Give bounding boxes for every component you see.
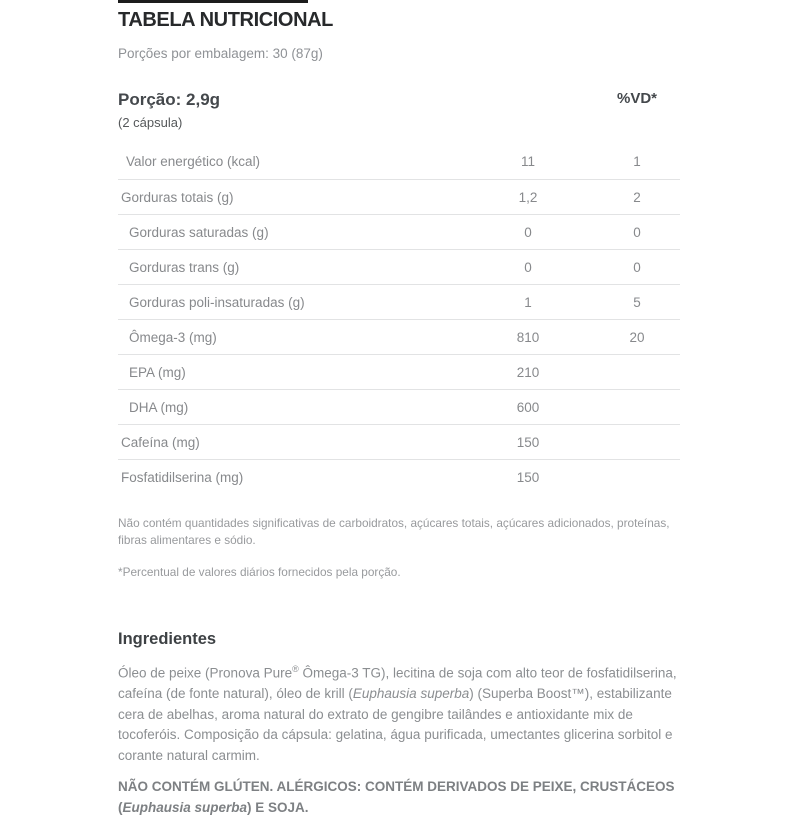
nutrient-label: Cafeína (mg) <box>121 434 200 450</box>
nutrient-daily-value: 2 <box>633 189 641 205</box>
table-row <box>118 354 680 389</box>
allergen-statement <box>118 777 696 819</box>
ingredients-text: Óleo de peixe (Pronova Pure <box>118 665 293 680</box>
footnote-no-significant-amounts: Não contém quantidades significativas de carboidratos, açúcares totais, açúcares adicionados, proteínas, fibras alimentares e sódio. <box>118 516 670 547</box>
nutrient-label: EPA (mg) <box>129 364 186 380</box>
table-row <box>118 249 680 284</box>
portion-block <box>118 90 597 130</box>
nutrient-label: Gorduras totais (g) <box>121 189 234 205</box>
nutrient-label: Fosfatidilserina (mg) <box>121 469 244 485</box>
nutrient-label: Ômega-3 (mg) <box>129 329 217 345</box>
table-row <box>118 214 680 249</box>
table-row <box>118 459 680 494</box>
footnote-daily-value-explanation: *Percentual de valores diários fornecidos pela porção. <box>118 565 401 579</box>
ingredients-text: Ômega-3 TG), lecitina de soja com alto teor de fosfatidilserina, cafeína (de fonte natural), óleo de krill ( <box>118 665 677 701</box>
table-row <box>118 389 680 424</box>
nutrient-value: 11 <box>520 154 535 169</box>
daily-value-column-header: %VD* <box>616 90 657 107</box>
nutrient-value: 600 <box>516 399 540 415</box>
nutrient-daily-value: 1 <box>633 154 641 169</box>
table-row <box>118 179 680 214</box>
nutrient-value: 0 <box>524 259 532 275</box>
table-row <box>118 284 680 319</box>
nutrient-label: Gorduras poli-insaturadas (g) <box>129 294 305 310</box>
nutrient-label: DHA (mg) <box>129 399 189 415</box>
nutrient-value: 150 <box>516 434 540 450</box>
nutrition-facts-label <box>118 0 696 819</box>
nutrient-value: 1,2 <box>518 189 538 205</box>
table-row <box>118 144 680 179</box>
nutrient-daily-value: 5 <box>633 294 641 310</box>
registered-trademark-symbol: ® <box>292 663 299 674</box>
nutrient-value: 0 <box>524 224 532 240</box>
allergen-text: NÃO CONTÉM GLÚTEN. ALÉRGICOS: CONTÉM DERIVADOS DE PEIXE, CRUSTÁCEOS ( <box>118 778 675 815</box>
nutrient-daily-value: 0 <box>633 259 641 275</box>
page-title: TABELA NUTRICIONAL <box>118 9 333 31</box>
portion-header-row <box>118 90 680 130</box>
table-row <box>118 424 680 459</box>
nutrient-label: Valor energético (kcal) <box>126 154 261 169</box>
allergen-text: ) E SOJA. <box>247 799 309 815</box>
ingredients-text: ) (Superba Boost™), estabilizante cera de abelhas, aroma natural do extrato de gengibre tailândes e antioxidante mix de tocoferóis. Composição da cápsula: gelatina, água purificada, umectantes glicerina sorbitol e corante natural carmim. <box>118 685 673 764</box>
nutrient-value: 810 <box>516 329 540 345</box>
nutrient-value: 150 <box>516 469 540 485</box>
nutrient-daily-value: 0 <box>633 224 641 240</box>
table-row <box>118 319 680 354</box>
nutrient-value: 1 <box>524 294 532 310</box>
top-divider-line <box>118 0 308 3</box>
latin-species-name: Euphausia superba <box>352 685 470 701</box>
ingredients-heading: Ingredientes <box>118 629 217 648</box>
nutrient-label: Gorduras saturadas (g) <box>129 224 269 240</box>
nutrition-table <box>118 144 680 494</box>
portion-capsule-count: (2 cápsula) <box>118 115 183 130</box>
nutrient-label: Gorduras trans (g) <box>129 259 240 275</box>
nutrient-value: 210 <box>516 364 540 380</box>
latin-species-name: Euphausia superba <box>122 799 248 815</box>
portion-size: Porção: 2,9g <box>118 90 221 109</box>
nutrient-daily-value: 20 <box>629 329 645 345</box>
servings-per-package: Porções por embalagem: 30 (87g) <box>118 46 323 61</box>
ingredients-paragraph <box>118 659 696 767</box>
